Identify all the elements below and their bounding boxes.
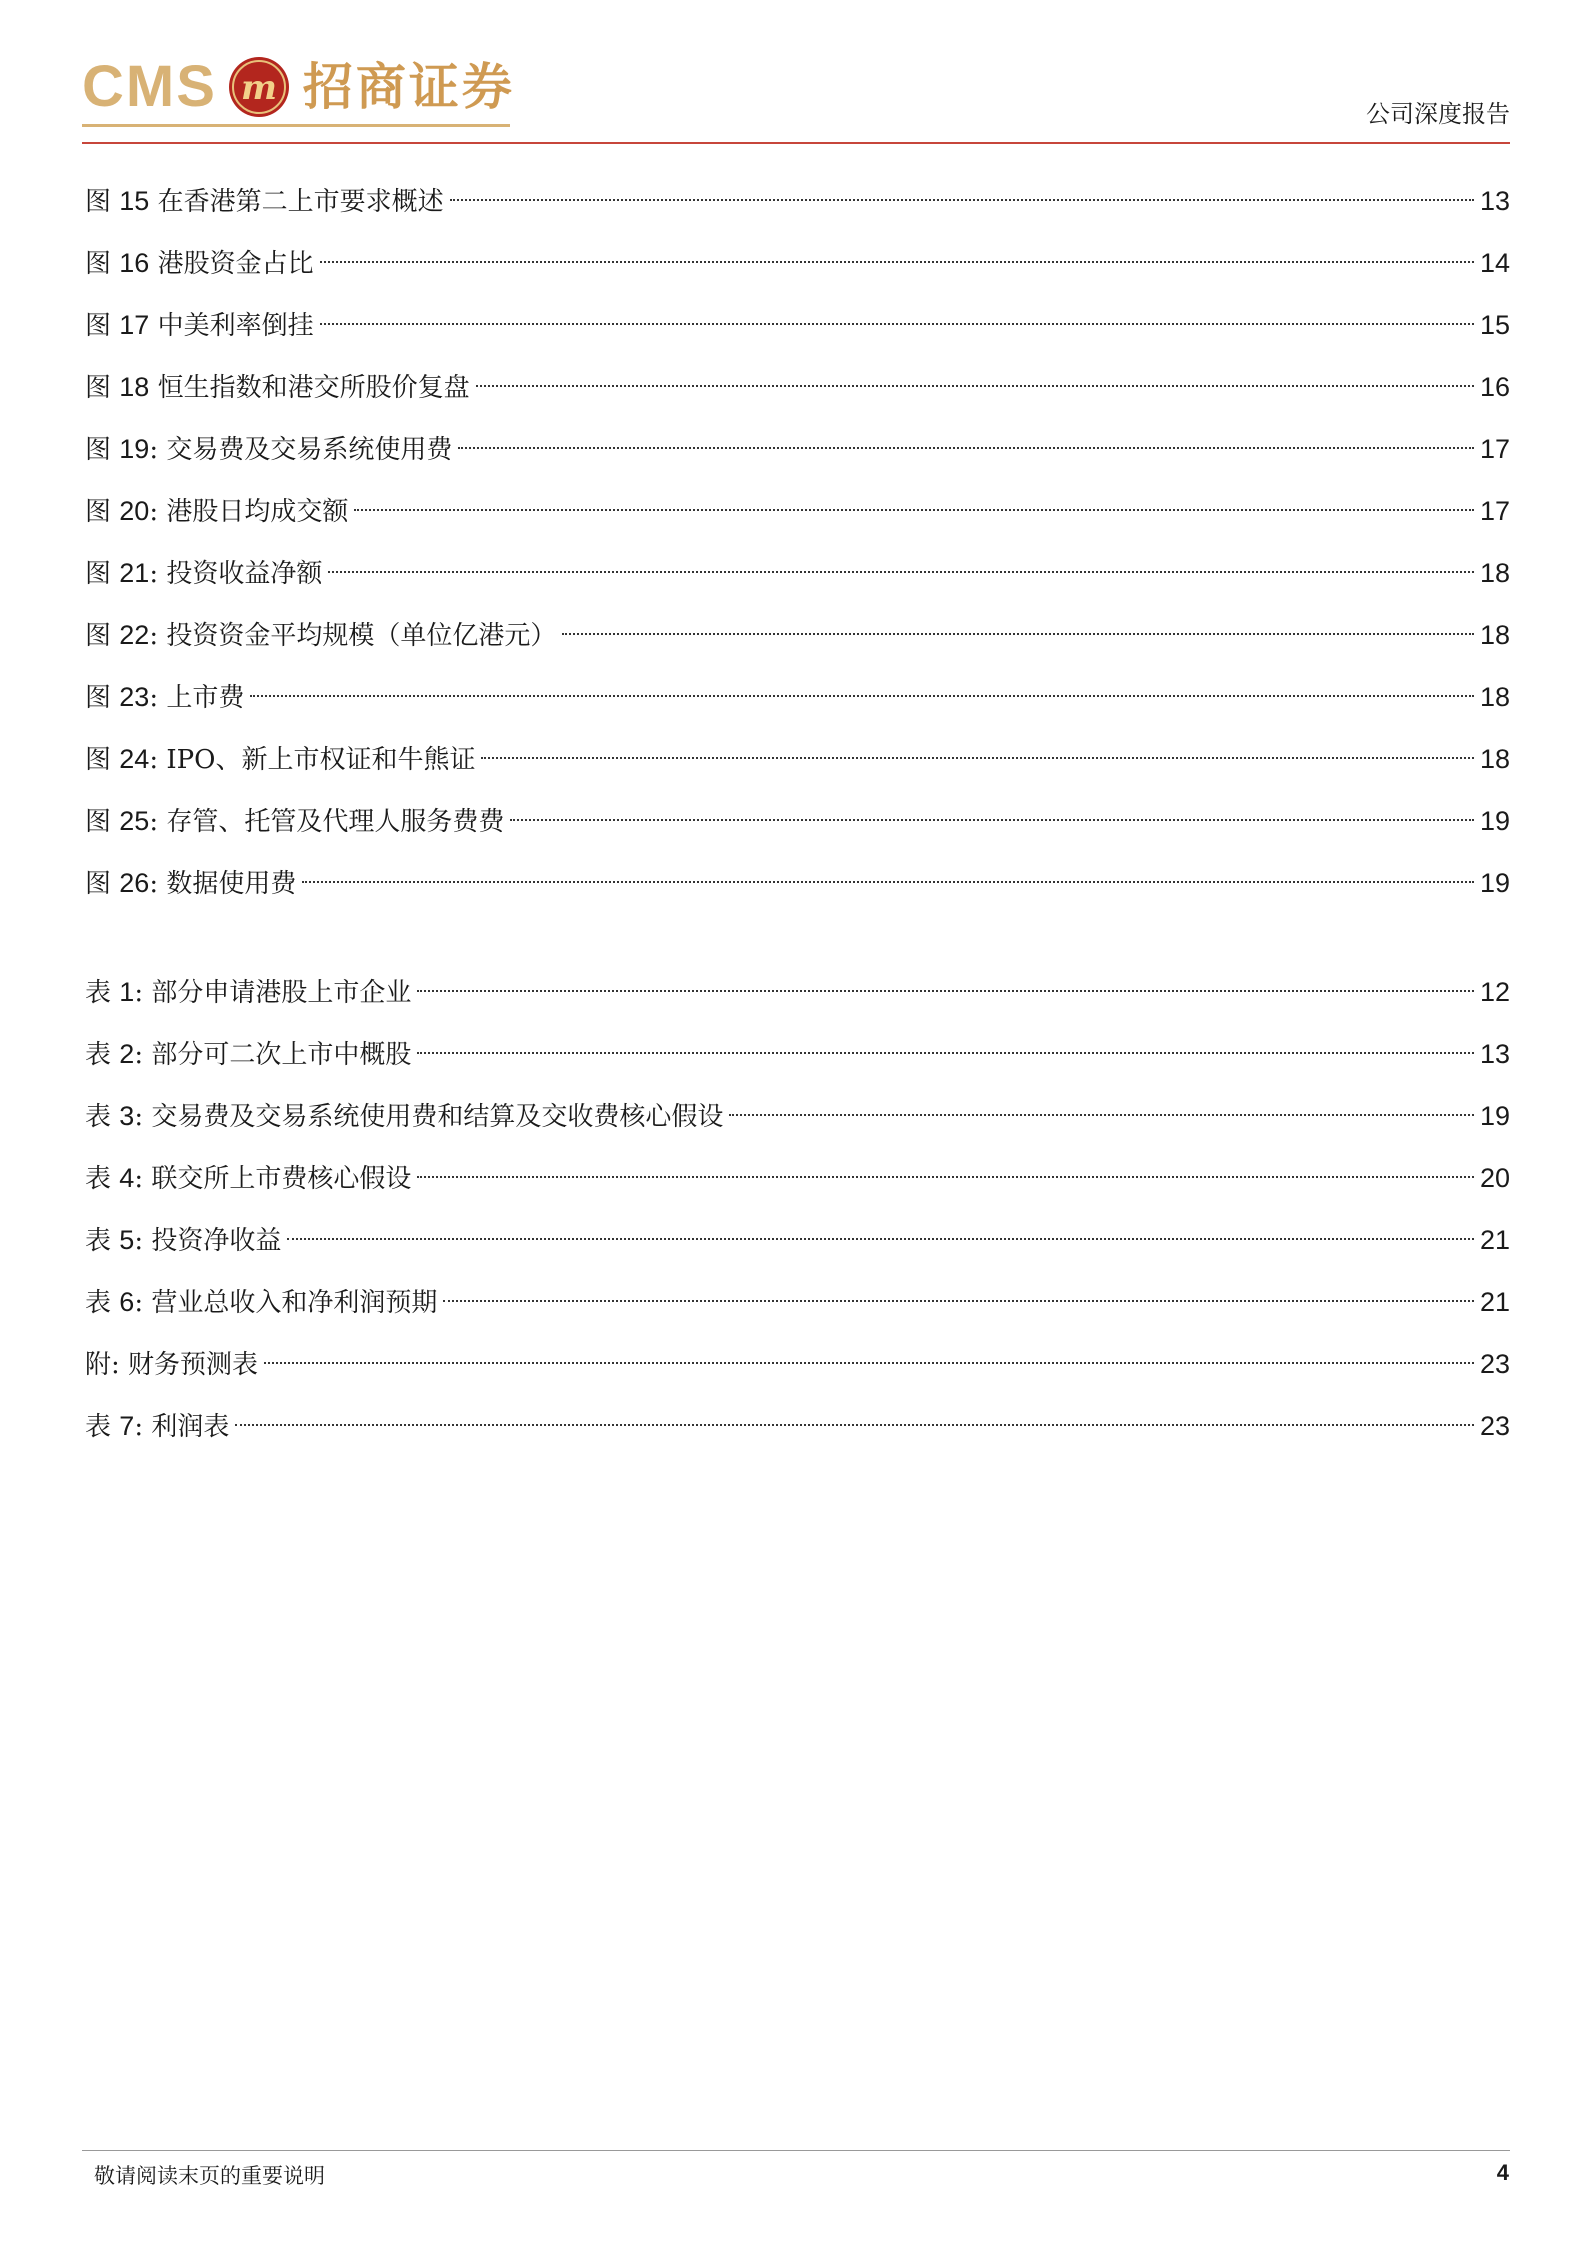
toc-dot-leader <box>443 1300 1474 1302</box>
toc-dot-leader <box>562 633 1474 635</box>
toc-page-number[interactable]: 17 <box>1479 496 1510 526</box>
toc-entry-title: 投资资金平均规模（单位亿港元） <box>166 621 557 651</box>
toc-table-entry[interactable] <box>85 1271 1510 1333</box>
toc-entry-label[interactable] <box>85 1395 229 1458</box>
toc-page-number[interactable]: 20 <box>1479 1163 1510 1193</box>
toc-entry-prefix: 表 <box>85 1164 112 1194</box>
toc-entry-label[interactable] <box>85 232 314 295</box>
toc-entry-number: 23 <box>119 682 150 712</box>
company-logo <box>82 52 515 122</box>
toc-page-number[interactable]: 21 <box>1479 1225 1510 1255</box>
toc-entry-title: 交易费及交易系统使用费 <box>166 435 453 465</box>
toc-dot-leader <box>235 1424 1474 1426</box>
logo-emblem-icon <box>227 55 291 119</box>
toc-figure-entry[interactable] <box>85 294 1510 356</box>
toc-entry-separator: : <box>149 869 159 899</box>
toc-entry-title: 在香港第二上市要求概述 <box>157 187 444 217</box>
toc-page-number[interactable]: 14 <box>1479 248 1510 278</box>
toc-entry-prefix: 图 <box>85 807 112 837</box>
toc-entry-number: 17 <box>119 310 150 340</box>
toc-dot-leader <box>354 509 1474 511</box>
toc-figure-entry[interactable] <box>85 232 1510 294</box>
toc-entry-separator: : <box>111 1350 120 1380</box>
toc-entry-label[interactable] <box>85 542 322 605</box>
toc-figure-entry[interactable] <box>85 356 1510 418</box>
toc-entry-prefix: 表 <box>85 1288 112 1318</box>
toc-entry-prefix: 图 <box>85 683 112 713</box>
toc-entry-prefix: 表 <box>85 1226 112 1256</box>
toc-entry-title: 部分申请港股上市企业 <box>151 978 412 1008</box>
toc-entry-label[interactable] <box>85 1271 437 1334</box>
toc-entry-prefix: 图 <box>85 373 112 403</box>
toc-entry-number: 15 <box>119 186 150 216</box>
toc-entry-separator: : <box>149 683 159 713</box>
toc-entry-separator: : <box>134 1412 144 1442</box>
toc-table-entry[interactable] <box>85 1333 1510 1395</box>
toc-entry-separator: : <box>149 497 159 527</box>
toc-entry-separator: : <box>134 1164 144 1194</box>
toc-entry-number: 5 <box>119 1225 135 1255</box>
toc-entry-separator: : <box>149 745 159 775</box>
toc-entry-prefix: 图 <box>85 249 112 279</box>
toc-entry-title: 交易费及交易系统使用费和结算及交收费核心假设 <box>151 1102 724 1132</box>
toc-dot-leader <box>250 695 1474 697</box>
toc-page-number[interactable]: 13 <box>1479 1039 1510 1069</box>
toc-entry-title: 投资净收益 <box>151 1226 282 1256</box>
toc-entry-title: 港股资金占比 <box>157 249 314 279</box>
toc-entry-label[interactable] <box>85 961 411 1024</box>
toc-dot-leader <box>458 447 1474 449</box>
page-header <box>82 52 1510 144</box>
toc-figure-entry[interactable] <box>85 852 1510 914</box>
toc-entry-separator: : <box>149 807 159 837</box>
toc-entry-prefix: 图 <box>85 497 112 527</box>
toc-entry-label[interactable] <box>85 418 452 481</box>
toc-entry-label[interactable] <box>85 728 475 791</box>
toc-entry-prefix: 表 <box>85 1412 112 1442</box>
toc-entry-number: 16 <box>119 248 150 278</box>
toc-entry-number: 20 <box>119 496 150 526</box>
toc-entry-prefix: 表 <box>85 1040 112 1070</box>
toc-dot-leader <box>481 757 1474 759</box>
toc-entry-number: 25 <box>119 806 150 836</box>
toc-dot-leader <box>450 199 1474 201</box>
toc-entry-prefix: 图 <box>85 621 112 651</box>
toc-entry-title: 上市费 <box>166 683 245 713</box>
toc-page-number[interactable]: 13 <box>1479 186 1510 216</box>
toc-dot-leader <box>729 1114 1474 1116</box>
toc-entry-separator: : <box>149 621 159 651</box>
toc-entry-title: IPO、新上市权证和牛熊证 <box>166 745 476 775</box>
toc-table-entry[interactable] <box>85 1085 1510 1147</box>
toc-entry-label[interactable] <box>85 1085 723 1148</box>
toc-entry-label[interactable] <box>85 852 296 915</box>
toc-entry-label[interactable] <box>85 666 244 729</box>
toc-entry-separator: : <box>149 435 159 465</box>
toc-table-entry[interactable] <box>85 1023 1510 1085</box>
logo-emblem-letter: m <box>240 68 277 108</box>
toc-entry-prefix: 表 <box>85 978 112 1008</box>
toc-entry-label[interactable] <box>85 170 444 233</box>
toc-entry-number: 19 <box>119 434 150 464</box>
toc-entry-separator: : <box>134 1102 144 1132</box>
toc-entry-title: 数据使用费 <box>166 869 297 899</box>
toc-page-number[interactable]: 18 <box>1479 558 1510 588</box>
toc-dot-leader <box>328 571 1474 573</box>
toc-entry-label[interactable] <box>85 1147 411 1210</box>
toc-entry-prefix: 图 <box>85 559 112 589</box>
toc-entry-title: 联交所上市费核心假设 <box>151 1164 412 1194</box>
toc-entry-title: 投资收益净额 <box>166 559 323 589</box>
toc-entry-number: 4 <box>119 1163 135 1193</box>
toc-entry-title: 恒生指数和港交所股价复盘 <box>157 373 470 403</box>
toc-entry-label[interactable] <box>85 1334 258 1396</box>
toc-dot-leader <box>417 990 1474 992</box>
tables-index <box>85 961 1510 1457</box>
toc-entry-prefix: 附 <box>85 1350 112 1380</box>
toc-entry-title: 部分可二次上市中概股 <box>151 1040 412 1070</box>
toc-entry-label[interactable] <box>85 790 504 853</box>
toc-page-number[interactable]: 12 <box>1479 977 1510 1007</box>
toc-entry-prefix: 图 <box>85 311 112 341</box>
toc-entry-number: 1 <box>119 977 135 1007</box>
toc-entry-number: 7 <box>119 1411 135 1441</box>
toc-page-number[interactable]: 23 <box>1479 1411 1510 1441</box>
toc-entry-title: 港股日均成交额 <box>166 497 349 527</box>
toc-page-number[interactable]: 18 <box>1479 682 1510 712</box>
toc-page-number[interactable]: 23 <box>1479 1349 1510 1379</box>
toc-entry-prefix: 图 <box>85 869 112 899</box>
footer-divider <box>82 2150 1510 2151</box>
toc-entry-prefix: 图 <box>85 435 112 465</box>
toc-entry-number: 6 <box>119 1287 135 1317</box>
toc-dot-leader <box>264 1362 1474 1364</box>
toc-page-number[interactable]: 18 <box>1479 620 1510 650</box>
toc-page-number[interactable]: 16 <box>1479 372 1510 402</box>
toc-entry-number: 26 <box>119 868 150 898</box>
toc-entry-separator: : <box>149 559 159 589</box>
toc-figure-entry[interactable] <box>85 542 1510 604</box>
toc-page-number[interactable]: 21 <box>1479 1287 1510 1317</box>
toc-entry-number: 24 <box>119 744 150 774</box>
toc-table-entry[interactable] <box>85 961 1510 1023</box>
toc-entry-prefix: 表 <box>85 1102 112 1132</box>
toc-page-number[interactable]: 19 <box>1479 868 1510 898</box>
toc-entry-title: 利润表 <box>151 1412 230 1442</box>
toc-entry-number: 2 <box>119 1039 135 1069</box>
toc-entry-label[interactable] <box>85 294 314 357</box>
logo-chinese-name: 招商证券 <box>302 58 515 116</box>
toc-entry-number: 3 <box>119 1101 135 1131</box>
toc-entry-number: 21 <box>119 558 150 588</box>
toc-page-number[interactable]: 17 <box>1479 434 1510 464</box>
toc-dot-leader <box>320 323 1474 325</box>
toc-figure-entry[interactable] <box>85 418 1510 480</box>
toc-dot-leader <box>302 881 1474 883</box>
toc-figure-entry[interactable] <box>85 666 1510 728</box>
toc-table-entry[interactable] <box>85 1209 1510 1271</box>
toc-entry-label[interactable] <box>85 604 556 667</box>
toc-entry-prefix: 图 <box>85 745 112 775</box>
toc-entry-label[interactable] <box>85 1023 411 1086</box>
toc-figure-entry[interactable] <box>85 604 1510 666</box>
toc-entry-separator: : <box>134 978 144 1008</box>
toc-entry-title: 营业总收入和净利润预期 <box>151 1288 438 1318</box>
toc-entry-title: 中美利率倒挂 <box>157 311 314 341</box>
toc-entry-label[interactable] <box>85 1209 281 1272</box>
logo-underline <box>82 124 510 127</box>
toc-figure-entry[interactable] <box>85 170 1510 232</box>
toc-entry-separator: : <box>134 1288 144 1318</box>
figures-index <box>85 170 1510 914</box>
report-type-label: 公司深度报告 <box>1366 100 1510 128</box>
toc-entry-number: 22 <box>119 620 150 650</box>
footer-disclaimer: 敬请阅读末页的重要说明 <box>94 2164 325 2188</box>
header-divider <box>82 142 1510 144</box>
toc-page-number[interactable]: 19 <box>1479 806 1510 836</box>
toc-entry-prefix: 图 <box>85 187 112 217</box>
toc-dot-leader <box>287 1238 1474 1240</box>
logo-cms-text: CMS <box>82 54 217 119</box>
toc-dot-leader <box>510 819 1474 821</box>
toc-entry-title: 财务预测表 <box>128 1350 259 1380</box>
toc-entry-number: 18 <box>119 372 150 402</box>
toc-dot-leader <box>320 261 1474 263</box>
toc-entry-separator: : <box>134 1226 144 1256</box>
page-number: 4 <box>1496 2160 1509 2185</box>
toc-figure-entry[interactable] <box>85 728 1510 790</box>
toc-figure-entry[interactable] <box>85 790 1510 852</box>
toc-entry-label[interactable] <box>85 356 470 419</box>
toc-table-entry[interactable] <box>85 1395 1510 1457</box>
toc-dot-leader <box>417 1176 1474 1178</box>
toc-entry-separator: : <box>134 1040 144 1070</box>
toc-dot-leader <box>476 385 1474 387</box>
toc-figure-entry[interactable] <box>85 480 1510 542</box>
toc-table-entry[interactable] <box>85 1147 1510 1209</box>
toc-page-number[interactable]: 18 <box>1479 744 1510 774</box>
toc-page-number[interactable]: 19 <box>1479 1101 1510 1131</box>
toc-dot-leader <box>417 1052 1474 1054</box>
toc-entry-title: 存管、托管及代理人服务费费 <box>166 807 505 837</box>
toc-entry-label[interactable] <box>85 480 348 543</box>
toc-page-number[interactable]: 15 <box>1479 310 1510 340</box>
